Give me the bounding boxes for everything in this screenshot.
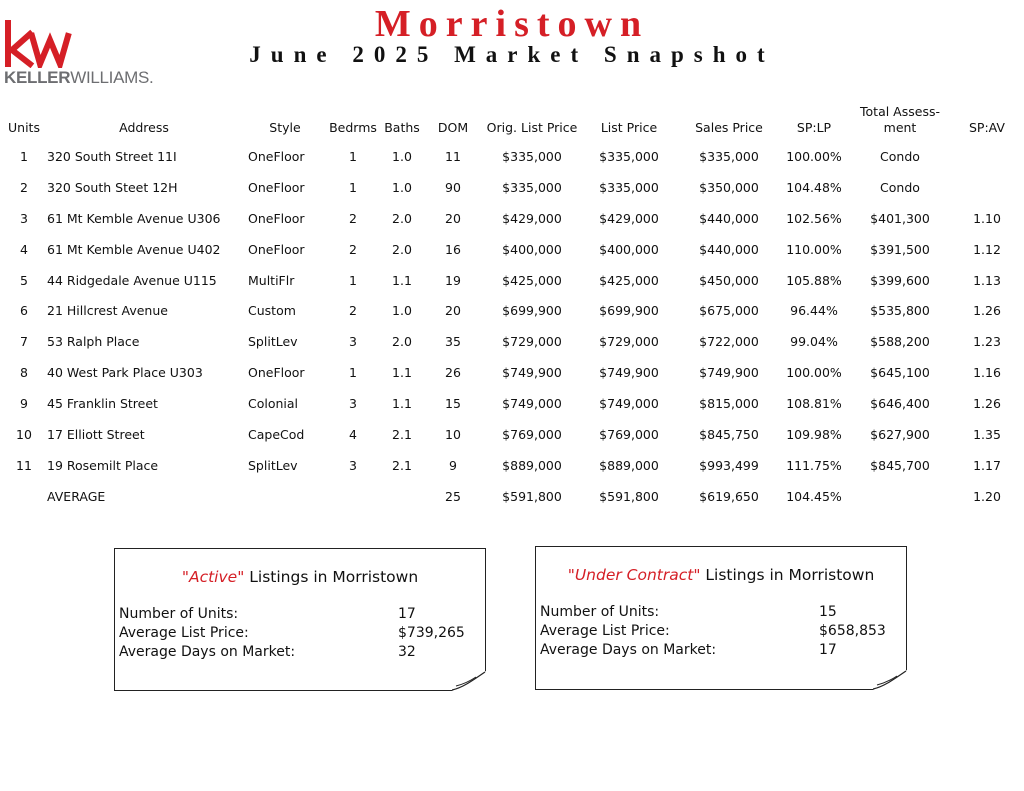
cell-sales-price: $675,000: [699, 303, 759, 319]
cell-orig-list-price: $400,000: [502, 241, 562, 257]
cell-sales-price: $440,000: [699, 241, 759, 257]
cell-dom: 10: [445, 426, 461, 442]
cell-style: Custom: [248, 303, 296, 319]
cell-dom: 16: [445, 241, 461, 257]
cell-dom: 90: [445, 179, 461, 195]
cell-dom: 9: [449, 457, 457, 473]
table-row: [4, 141, 1020, 172]
cell-orig-list-price: $591,800: [502, 488, 562, 504]
cell-address: 19 Rosemilt Place: [47, 457, 159, 473]
cell-sp-av: 1.16: [973, 365, 1001, 381]
cell-style: SplitLev: [248, 334, 298, 350]
cell-sales-price: $749,900: [699, 365, 759, 381]
cell-total-assessment: $399,600: [870, 272, 930, 288]
cell-sp-lp: 100.00%: [786, 365, 842, 381]
cell-orig-list-price: $889,000: [502, 457, 562, 473]
cell-units: 5: [20, 272, 28, 288]
cell-units: 11: [16, 457, 32, 473]
cell-dom: 25: [445, 488, 461, 504]
cell-orig-list-price: $335,000: [502, 179, 562, 195]
table-row: [4, 419, 1020, 450]
cell-sp-av: 1.23: [973, 334, 1001, 350]
uc-units-value: 15: [819, 604, 837, 620]
cell-sp-lp: 108.81%: [786, 396, 842, 412]
cell-sp-lp: 96.44%: [790, 303, 838, 319]
cell-style: [244, 481, 326, 512]
table-row: [4, 172, 1020, 203]
cell-total-assessment: $401,300: [870, 210, 930, 226]
cell-style: CapeCod: [248, 426, 305, 442]
cell-address: 61 Mt Kemble Avenue U306: [47, 210, 221, 226]
cell-sp-av: 1.35: [973, 426, 1001, 442]
cell-sales-price: $722,000: [699, 334, 759, 350]
cell-sp-lp: 104.48%: [786, 179, 842, 195]
active-units-label: Number of Units:: [119, 606, 239, 622]
cell-address: 40 West Park Place U303: [47, 365, 203, 381]
table-row: [4, 326, 1020, 357]
col-header-sp-av: SP:AV: [969, 120, 1005, 135]
cell-sp-av: 1.20: [973, 488, 1001, 504]
cell-list-price: $429,000: [599, 210, 659, 226]
cell-baths: 1.0: [392, 303, 412, 319]
cell-units: 10: [16, 426, 32, 442]
average-row: [4, 481, 1020, 512]
cell-bedrms: 2: [349, 303, 357, 319]
cell-list-price: $335,000: [599, 148, 659, 164]
cell-list-price: $400,000: [599, 241, 659, 257]
cell-address: 53 Ralph Place: [47, 334, 140, 350]
cell-dom: 35: [445, 334, 461, 350]
cell-bedrms: 1: [349, 272, 357, 288]
cell-style: SplitLev: [248, 457, 298, 473]
cell-total-assessment: $391,500: [870, 241, 930, 257]
cell-address: 320 South Street 11I: [47, 148, 177, 164]
cell-style: OneFloor: [248, 365, 305, 381]
cell-dom: 20: [445, 210, 461, 226]
cell-list-price: $749,000: [599, 396, 659, 412]
cell-sp-lp: 102.56%: [786, 210, 842, 226]
cell-orig-list-price: $749,000: [502, 396, 562, 412]
cell-address: 17 Elliott Street: [47, 426, 145, 442]
cell-units: 1: [20, 148, 28, 164]
cell-list-price: $889,000: [599, 457, 659, 473]
cell-units: 6: [20, 303, 28, 319]
brand-wordmark: KELLERWILLIAMS.: [4, 68, 154, 87]
cell-units: 4: [20, 241, 28, 257]
table-row: [4, 295, 1020, 326]
cell-address: 21 Hillcrest Avenue: [47, 303, 168, 319]
col-header-style: Style: [269, 120, 301, 135]
cell-dom: 20: [445, 303, 461, 319]
cell-sales-price: $335,000: [699, 148, 759, 164]
col-header-dom: DOM: [437, 120, 469, 135]
cell-sales-price: $619,650: [699, 488, 759, 504]
cell-sp-lp: 100.00%: [786, 148, 842, 164]
page-curl-icon: [873, 670, 907, 690]
cell-units: 3: [20, 210, 28, 226]
cell-sp-lp: 109.98%: [786, 426, 842, 442]
cell-baths: 1.1: [392, 396, 412, 412]
active-listings-panel: [114, 548, 486, 691]
col-header-orig-list-price: Orig. List Price: [486, 120, 578, 135]
cell-list-price: $749,900: [599, 365, 659, 381]
table-row: [4, 388, 1020, 419]
cell-units: 2: [20, 179, 28, 195]
cell-list-price: $591,800: [599, 488, 659, 504]
sales-table: [4, 94, 1020, 512]
cell-sp-av: [954, 172, 1020, 203]
cell-units: 8: [20, 365, 28, 381]
cell-sales-price: $440,000: [699, 210, 759, 226]
active-units-value: 17: [398, 606, 416, 622]
cell-total-assessment: $588,200: [870, 334, 930, 350]
cell-orig-list-price: $769,000: [502, 426, 562, 442]
cell-baths: 2.1: [392, 426, 412, 442]
cell-sp-lp: 111.75%: [786, 457, 842, 473]
cell-sales-price: $350,000: [699, 179, 759, 195]
table-row: [4, 203, 1020, 234]
cell-units: [4, 481, 44, 512]
cell-sp-lp: 105.88%: [786, 272, 842, 288]
cell-sales-price: $845,750: [699, 426, 759, 442]
cell-bedrms: 3: [349, 334, 357, 350]
cell-bedrms: 1: [349, 365, 357, 381]
cell-list-price: $769,000: [599, 426, 659, 442]
active-avg-dom-value: 32: [398, 644, 416, 660]
cell-orig-list-price: $425,000: [502, 272, 562, 288]
table-header-row: [4, 94, 1020, 141]
col-header-sp-lp: SP:LP: [796, 120, 832, 135]
table-row: [4, 450, 1020, 481]
cell-dom: 19: [445, 272, 461, 288]
cell-baths: 2.0: [392, 210, 412, 226]
cell-total-assessment: $627,900: [870, 426, 930, 442]
under-contract-highlight: "Under Contract": [567, 566, 701, 584]
active-avg-list-price-value: $739,265: [398, 625, 465, 641]
active-avg-dom-label: Average Days on Market:: [119, 644, 296, 660]
cell-total-assessment: Condo: [880, 179, 920, 195]
cell-sales-price: $815,000: [699, 396, 759, 412]
cell-bedrms: 1: [349, 179, 357, 195]
cell-list-price: $335,000: [599, 179, 659, 195]
under-contract-listings-panel: [535, 546, 907, 690]
cell-bedrms: 3: [349, 396, 357, 412]
cell-address: 45 Franklin Street: [47, 396, 158, 412]
col-header-bedrms: Bedrms: [329, 120, 377, 135]
cell-sp-av: 1.10: [973, 210, 1001, 226]
cell-sp-av: 1.26: [973, 303, 1001, 319]
cell-style: OneFloor: [248, 148, 305, 164]
cell-baths: 1.1: [392, 365, 412, 381]
uc-avg-list-price-value: $658,853: [819, 623, 886, 639]
cell-bedrms: 4: [349, 426, 357, 442]
cell-style: OneFloor: [248, 241, 305, 257]
table-row: [4, 265, 1020, 296]
active-highlight: "Active": [181, 568, 245, 586]
uc-avg-dom-value: 17: [819, 642, 837, 658]
cell-orig-list-price: $749,900: [502, 365, 562, 381]
cell-orig-list-price: $729,000: [502, 334, 562, 350]
active-avg-list-price-label: Average List Price:: [119, 625, 249, 641]
cell-baths: [380, 481, 424, 512]
col-header-baths: Baths: [384, 120, 420, 135]
cell-sp-av: [954, 141, 1020, 172]
page-subtitle: June 2025 Market Snapshot: [249, 42, 775, 67]
cell-address: 61 Mt Kemble Avenue U402: [47, 241, 221, 257]
col-header-total-assessment: Total Assess-ment: [860, 104, 940, 135]
cell-sp-lp: 104.45%: [786, 488, 842, 504]
page-title: Morristown: [374, 3, 650, 45]
cell-baths: 1.1: [392, 272, 412, 288]
cell-sp-av: 1.17: [973, 457, 1001, 473]
uc-avg-dom-label: Average Days on Market:: [540, 642, 717, 658]
cell-sp-av: 1.26: [973, 396, 1001, 412]
cell-address: AVERAGE: [47, 488, 106, 504]
cell-sales-price: $450,000: [699, 272, 759, 288]
cell-bedrms: 2: [349, 210, 357, 226]
page-curl-icon: [452, 671, 486, 691]
cell-bedrms: [326, 481, 380, 512]
cell-total-assessment: $535,800: [870, 303, 930, 319]
cell-orig-list-price: $335,000: [502, 148, 562, 164]
cell-total-assessment: Condo: [880, 148, 920, 164]
cell-sp-av: 1.12: [973, 241, 1001, 257]
cell-sales-price: $993,499: [699, 457, 759, 473]
under-contract-panel-title: "Under Contract" Listings in Morristown: [567, 566, 875, 584]
cell-style: OneFloor: [248, 210, 305, 226]
col-header-sales-price: Sales Price: [695, 120, 763, 135]
table-body: [4, 141, 1020, 512]
cell-list-price: $425,000: [599, 272, 659, 288]
cell-baths: 2.0: [392, 334, 412, 350]
cell-baths: 1.0: [392, 179, 412, 195]
cell-address: 320 South Steet 12H: [47, 179, 178, 195]
cell-total-assessment: $645,100: [870, 365, 930, 381]
col-header-list-price: List Price: [600, 120, 658, 135]
uc-units-label: Number of Units:: [540, 604, 660, 620]
uc-avg-list-price-label: Average List Price:: [540, 623, 670, 639]
cell-bedrms: 3: [349, 457, 357, 473]
cell-style: MultiFlr: [248, 272, 295, 288]
cell-bedrms: 1: [349, 148, 357, 164]
col-header-units: Units: [8, 120, 40, 135]
table-row: [4, 357, 1020, 388]
cell-baths: 2.0: [392, 241, 412, 257]
cell-sp-lp: 99.04%: [790, 334, 838, 350]
cell-list-price: $699,900: [599, 303, 659, 319]
cell-units: 7: [20, 334, 28, 350]
cell-units: 9: [20, 396, 28, 412]
cell-list-price: $729,000: [599, 334, 659, 350]
cell-sp-av: 1.13: [973, 272, 1001, 288]
cell-total-assessment: [846, 481, 954, 512]
table-row: [4, 234, 1020, 265]
cell-dom: 26: [445, 365, 461, 381]
cell-orig-list-price: $699,900: [502, 303, 562, 319]
cell-total-assessment: $646,400: [870, 396, 930, 412]
cell-baths: 2.1: [392, 457, 412, 473]
cell-address: 44 Ridgedale Avenue U115: [47, 272, 217, 288]
col-header-address: Address: [119, 120, 169, 135]
cell-dom: 11: [445, 148, 461, 164]
cell-baths: 1.0: [392, 148, 412, 164]
cell-orig-list-price: $429,000: [502, 210, 562, 226]
cell-total-assessment: $845,700: [870, 457, 930, 473]
cell-sp-lp: 110.00%: [786, 241, 842, 257]
active-panel-title: "Active" Listings in Morristown: [181, 568, 419, 586]
cell-bedrms: 2: [349, 241, 357, 257]
cell-style: Colonial: [248, 396, 299, 412]
cell-dom: 15: [445, 396, 461, 412]
cell-style: OneFloor: [248, 179, 305, 195]
